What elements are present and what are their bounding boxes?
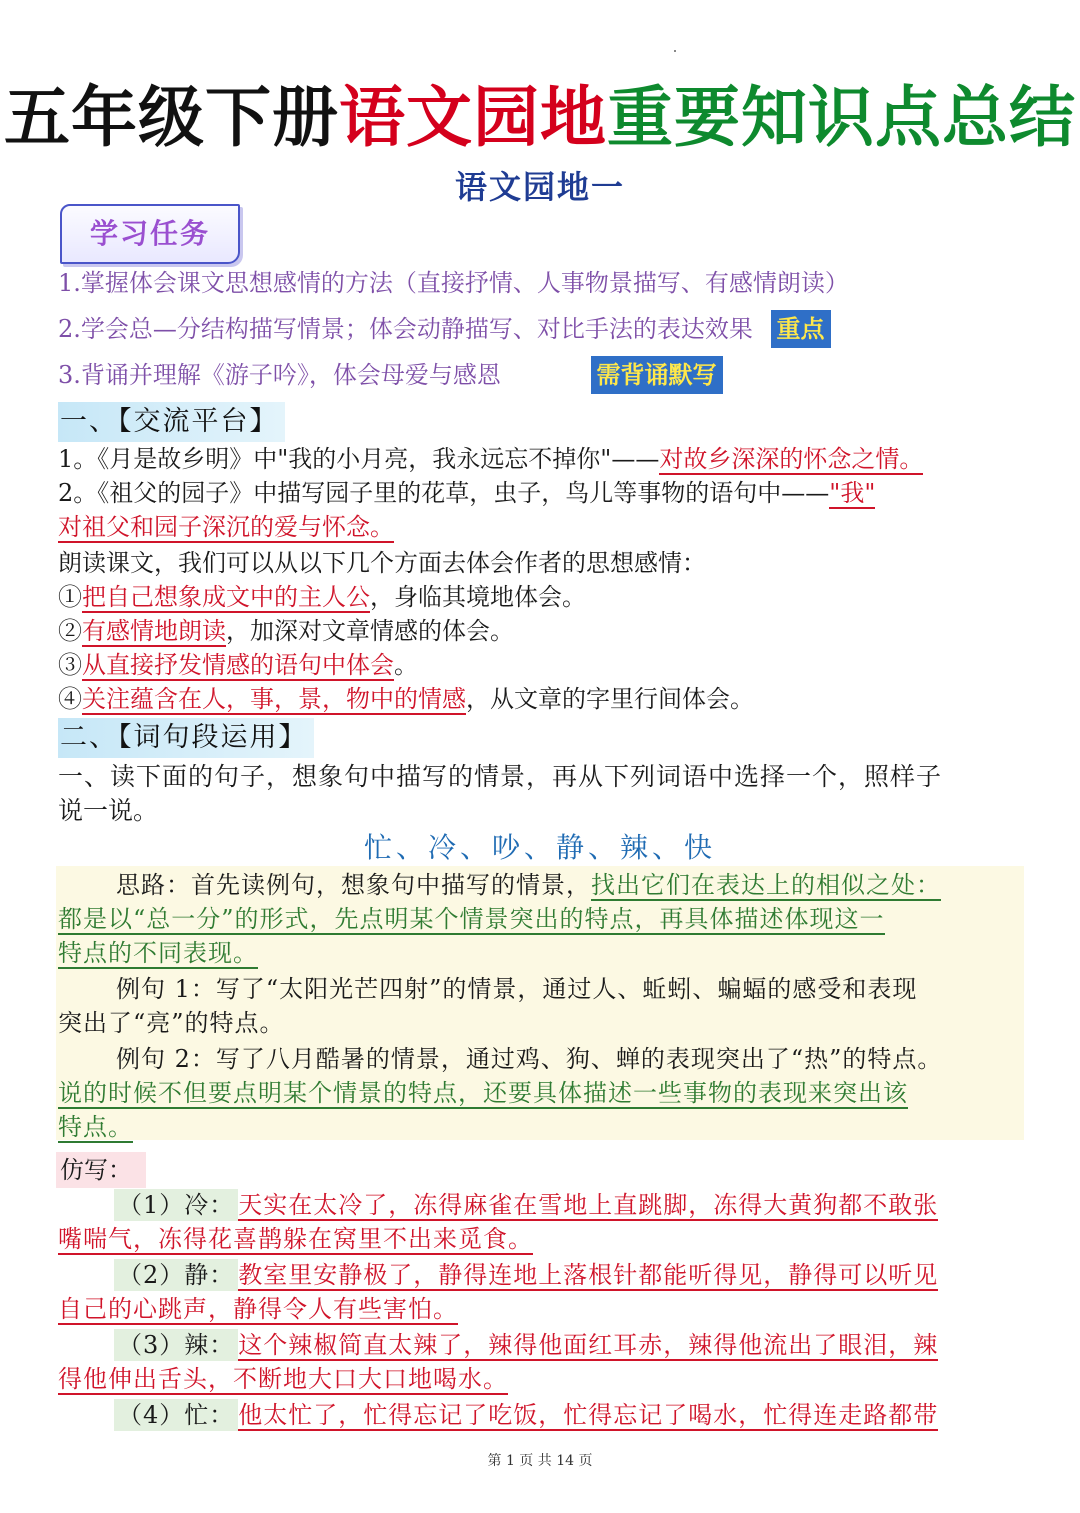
s2-question-line-2: 说一说。: [58, 796, 159, 825]
learning-task-label: [60, 204, 240, 264]
s1-line-3: [58, 510, 394, 544]
method-3-num: ③: [58, 651, 82, 679]
example-2-line-3: [58, 1110, 1024, 1145]
imitation-2-text-end: 自己的心跳声，静得令人有些害怕。: [58, 1295, 458, 1323]
example-1-line-1: [58, 972, 1024, 1007]
task-3-text: 3.背诵并理解《游子吟》，体会母爱与感恩: [58, 361, 501, 389]
method-1-rest: ，身临其境地体会。: [370, 583, 586, 611]
title-part-1: 五年级下册: [4, 79, 339, 156]
s1-method-2: [58, 614, 514, 648]
task-2-text: 2.学会总—分结构描写情景；体会动静描写、对比手法的表达效果: [58, 315, 753, 343]
page-subtitle: 语文园地一: [454, 168, 625, 206]
imitation-1-tag: （1）冷：: [114, 1189, 238, 1221]
example-1-line-2: 突出了“亮”的特点。: [58, 1009, 285, 1037]
method-3-key: 从直接抒发情感的语句中体会: [82, 651, 394, 679]
title-part-2: 语文园地: [339, 79, 607, 156]
s1-line-1: [58, 442, 923, 476]
hint-line-1-key: 找出它们在表达上的相似之处：: [591, 871, 941, 899]
method-2-num: ②: [58, 617, 82, 645]
page-footer: 第 1 页 共 14 页: [487, 1453, 593, 1469]
learning-task-text: 学习任务: [89, 217, 210, 250]
title-part-3: 重要知识点总结: [607, 79, 1076, 156]
s1-line-2-answer-a: "我": [829, 479, 876, 507]
imitation-3-line-2: [58, 1362, 1024, 1397]
s1-line-2: [58, 476, 875, 510]
section-heading-2: 二、【词句段运用】: [58, 718, 314, 758]
imitation-label: 仿写：: [56, 1152, 146, 1188]
hint-line-2-text: 都是以“总一分”的形式，先点明某个情景突出的特点，再具体描述体现这一: [58, 905, 885, 933]
example-1-text: 例句 1：写了“太阳光芒四射”的情景，通过人、蚯蚓、蝙蝠的感受和表现: [116, 975, 918, 1003]
imitation-2-line-1: [58, 1258, 1024, 1293]
method-4-num: ④: [58, 685, 82, 713]
task-1: 1.掌握体会课文思想感情的方法（直接抒情、人事物景描写、有感情朗读）: [58, 269, 849, 297]
hint-line-3: [58, 936, 1024, 971]
speck: [674, 50, 676, 52]
s2-question-line-1: 一、读下面的句子，想象句中描写的情景，再从下列词语中选择一个，照样子: [58, 762, 943, 791]
example-2-line-1: [58, 1042, 1024, 1077]
example-2-key-end: 特点。: [58, 1113, 133, 1141]
imitation-2-line-2: [58, 1292, 1024, 1327]
imitation-3-text: 这个辣椒简直太辣了，辣得他面红耳赤，辣得他流出了眼泪，辣: [238, 1331, 939, 1359]
key-point-badge: 重点: [771, 310, 831, 348]
imitation-1-line-2: [58, 1222, 1024, 1257]
imitation-1-line-1: [58, 1188, 1024, 1223]
example-2-key: 说的时候不但要点明某个情景的特点，还要具体描述一些事物的表现来突出该: [58, 1079, 908, 1107]
word-choices: 忙、冷、吵、静、辣、快: [363, 831, 716, 864]
s1-line-4: 朗读课文，我们可以从以下几个方面去体会作者的思想感情：: [58, 549, 706, 577]
imitation-4-line-1: [58, 1398, 1024, 1433]
method-1-num: ①: [58, 583, 82, 611]
imitation-1-text: 天实在太冷了，冻得麻雀在雪地上直跳脚，冻得大黄狗都不敢张: [238, 1191, 939, 1219]
memorize-badge: 需背诵默写: [591, 356, 723, 394]
imitation-3-tag: （3）辣：: [114, 1329, 238, 1361]
hint-line-1: [58, 868, 1024, 903]
method-3-rest: 。: [394, 651, 418, 679]
imitation-2-tag: （2）静：: [114, 1259, 238, 1291]
example-2-line-2: [58, 1076, 1024, 1111]
s1-method-1: [58, 580, 586, 614]
imitation-2-text: 教室里安静极了，静得连地上落根针都能听得见，静得可以听见: [238, 1261, 939, 1289]
method-2-key: 有感情地朗读: [82, 617, 226, 645]
s1-line-1-answer: 对故乡深深的怀念之情。: [659, 445, 924, 473]
section-heading-1: 一、【交流平台】: [58, 402, 285, 442]
page-title: [0, 78, 1080, 158]
imitation-1-text-end: 嘴喘气，冻得花喜鹊躲在窝里不出来觅食。: [58, 1225, 533, 1253]
s1-line-1-text: 1。《月是故乡明》中"我的小月亮，我永远忘不掉你"——: [58, 445, 660, 473]
hint-line-2: [58, 902, 1024, 937]
hint-line-3-text: 特点的不同表现。: [58, 939, 258, 967]
method-4-rest: ，从文章的字里行间体会。: [466, 685, 754, 713]
imitation-4-text: 他太忙了，忙得忘记了吃饭，忙得忘记了喝水，忙得连走路都带: [238, 1401, 939, 1429]
example-2-text: 例句 2：写了八月酷暑的情景，通过鸡、狗、蝉的表现突出了“热”的特点。: [116, 1045, 943, 1073]
hint-line-1-text: 思路：首先读例句，想象句中描写的情景，: [116, 871, 591, 899]
s1-method-3: [58, 648, 418, 682]
method-2-rest: ，加深对文章情感的体会。: [226, 617, 514, 645]
method-4-key: 关注蕴含在人，事，景，物中的情感: [82, 685, 466, 713]
imitation-4-tag: （4）忙：: [114, 1399, 238, 1431]
imitation-3-text-end: 得他伸出舌头，不断地大口大口地喝水。: [58, 1365, 508, 1393]
s1-line-2-answer-b: 对祖父和园子深沉的爱与怀念。: [58, 513, 394, 541]
task-3: [58, 356, 723, 394]
method-1-key: 把自己想象成文中的主人公: [82, 583, 370, 611]
s1-line-2-text: 2。《祖父的园子》中描写园子里的花草，虫子，鸟儿等事物的语句中——: [58, 479, 830, 507]
s1-method-4: [58, 682, 754, 716]
task-2: [58, 310, 831, 348]
imitation-3-line-1: [58, 1328, 1024, 1363]
